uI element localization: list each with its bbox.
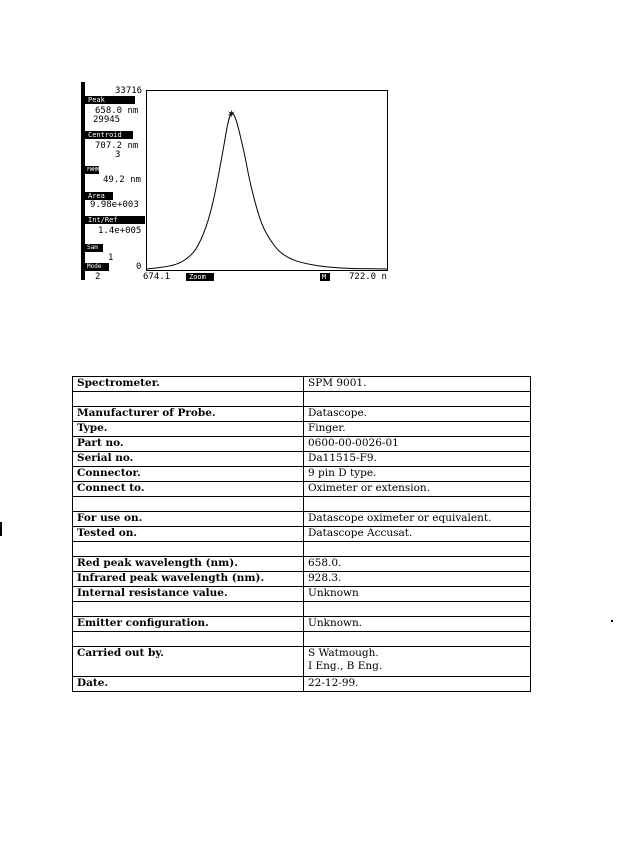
- row-value: [304, 512, 531, 527]
- spectrometer-screen: [0, 0, 628, 300]
- table-row: [73, 677, 531, 692]
- table-row: [73, 587, 531, 602]
- row-label: Date.: [73, 677, 304, 692]
- row-value: [304, 452, 531, 467]
- table-row: [73, 527, 531, 542]
- row-value-line: Oximeter or extension.: [308, 482, 431, 494]
- zoom-label: Zoom: [189, 273, 206, 281]
- row-value: [304, 572, 531, 587]
- centroid-label: Centroid: [88, 131, 122, 139]
- table-row: [73, 497, 531, 512]
- row-label: [73, 542, 304, 557]
- row-value-line: Unknown: [308, 587, 359, 599]
- table-row: [73, 602, 531, 617]
- row-label: Spectrometer.: [73, 377, 304, 392]
- table-row: [73, 512, 531, 527]
- table-row: [73, 437, 531, 452]
- row-value-line: Unknown.: [308, 617, 363, 629]
- row-value-line: Datascope.: [308, 407, 368, 419]
- table-row: [73, 617, 531, 632]
- table-row: [73, 422, 531, 437]
- probe-table-body: [73, 377, 531, 692]
- row-value: [304, 437, 531, 452]
- area-label: Area: [88, 192, 105, 200]
- sample-value-readout: 1: [108, 253, 114, 263]
- integral-2-readout: 1.4e+005: [98, 226, 142, 236]
- peak-wavelength-readout: 658.0 nm: [95, 106, 139, 116]
- row-label: Manufacturer of Probe.: [73, 407, 304, 422]
- mode-label: Mode: [87, 263, 102, 270]
- row-value: [304, 557, 531, 572]
- table-row: [73, 647, 531, 677]
- marker-label: M: [322, 273, 327, 281]
- row-value: [304, 587, 531, 602]
- row-value: [304, 602, 531, 617]
- row-value: [304, 632, 531, 647]
- table-row: [73, 572, 531, 587]
- row-value: [304, 422, 531, 437]
- centroid-wavelength-readout: 707.2 nm: [95, 141, 139, 151]
- row-value: [304, 617, 531, 632]
- row-value-line: Datascope Accusat.: [308, 527, 413, 539]
- row-value-line: 9 pin D type.: [308, 467, 377, 479]
- table-row: [73, 482, 531, 497]
- row-value: [304, 407, 531, 422]
- row-value: [304, 392, 531, 407]
- row-value: [304, 497, 531, 512]
- table-row: [73, 632, 531, 647]
- status-value-readout: 2: [95, 272, 101, 282]
- row-label: [73, 497, 304, 512]
- row-value-line: Da11515-F9.: [308, 452, 377, 464]
- row-label: Infrared peak wavelength (nm).: [73, 572, 304, 587]
- row-label: Connector.: [73, 467, 304, 482]
- table-row: [73, 467, 531, 482]
- row-value: [304, 482, 531, 497]
- row-value-line: 22-12-99.: [308, 677, 359, 689]
- row-label: [73, 392, 304, 407]
- table-row: [73, 407, 531, 422]
- row-label: Type.: [73, 422, 304, 437]
- row-label: Tested on.: [73, 527, 304, 542]
- row-label: [73, 602, 304, 617]
- width-label: FWHM: [87, 167, 100, 173]
- row-value-line: Finger.: [308, 422, 346, 434]
- row-value-line: 0600-00-0026-01: [308, 437, 399, 449]
- table-row: [73, 377, 531, 392]
- row-label: Connect to.: [73, 482, 304, 497]
- row-value: [304, 377, 531, 392]
- row-label: Emitter configuration.: [73, 617, 304, 632]
- x-end-readout: 722.0 n: [349, 272, 387, 282]
- row-value: [304, 467, 531, 482]
- centroid-count-readout: 3: [115, 150, 121, 160]
- row-value-line: Datascope oximeter or equivalent.: [308, 512, 492, 524]
- peak-label: Peak: [88, 96, 105, 104]
- x-start-readout: 674.1: [143, 272, 171, 282]
- scan-edge-mark: [0, 522, 2, 536]
- row-label: Part no.: [73, 437, 304, 452]
- row-label: Carried out by.: [73, 647, 304, 677]
- row-value-line: S Watmough.: [308, 647, 379, 659]
- row-label: For use on.: [73, 512, 304, 527]
- sample-label: Sam: [87, 244, 98, 251]
- peak-count-readout: 29945: [93, 115, 121, 125]
- ratio-label: Int/Ref: [88, 216, 118, 224]
- table-row: [73, 542, 531, 557]
- row-label: Internal resistance value.: [73, 587, 304, 602]
- row-value: [304, 527, 531, 542]
- row-value-line: 658.0.: [308, 557, 342, 569]
- row-value-line: 928.3.: [308, 572, 342, 584]
- integral-readout: 9.98e+003: [90, 200, 139, 210]
- row-value-line: SPM 9001.: [308, 377, 367, 389]
- table-row: [73, 392, 531, 407]
- y-min-readout: 0: [136, 262, 142, 272]
- row-value: [304, 542, 531, 557]
- y-max-readout: 33716: [115, 86, 143, 96]
- bandwidth-readout: 49.2 nm: [103, 175, 141, 185]
- row-label: [73, 632, 304, 647]
- table-row: [73, 452, 531, 467]
- table-row: [73, 557, 531, 572]
- peak-marker-icon: ✶: [226, 107, 236, 121]
- row-label: Red peak wavelength (nm).: [73, 557, 304, 572]
- spectrum-series-line: [146, 113, 388, 269]
- spectrum-chart: [146, 90, 388, 271]
- probe-data-table: [72, 376, 531, 692]
- row-value: [304, 647, 531, 677]
- row-value: [304, 677, 531, 692]
- row-label: Serial no.: [73, 452, 304, 467]
- row-value-line: I Eng., B Eng.: [308, 660, 383, 672]
- scan-speck: [611, 620, 613, 622]
